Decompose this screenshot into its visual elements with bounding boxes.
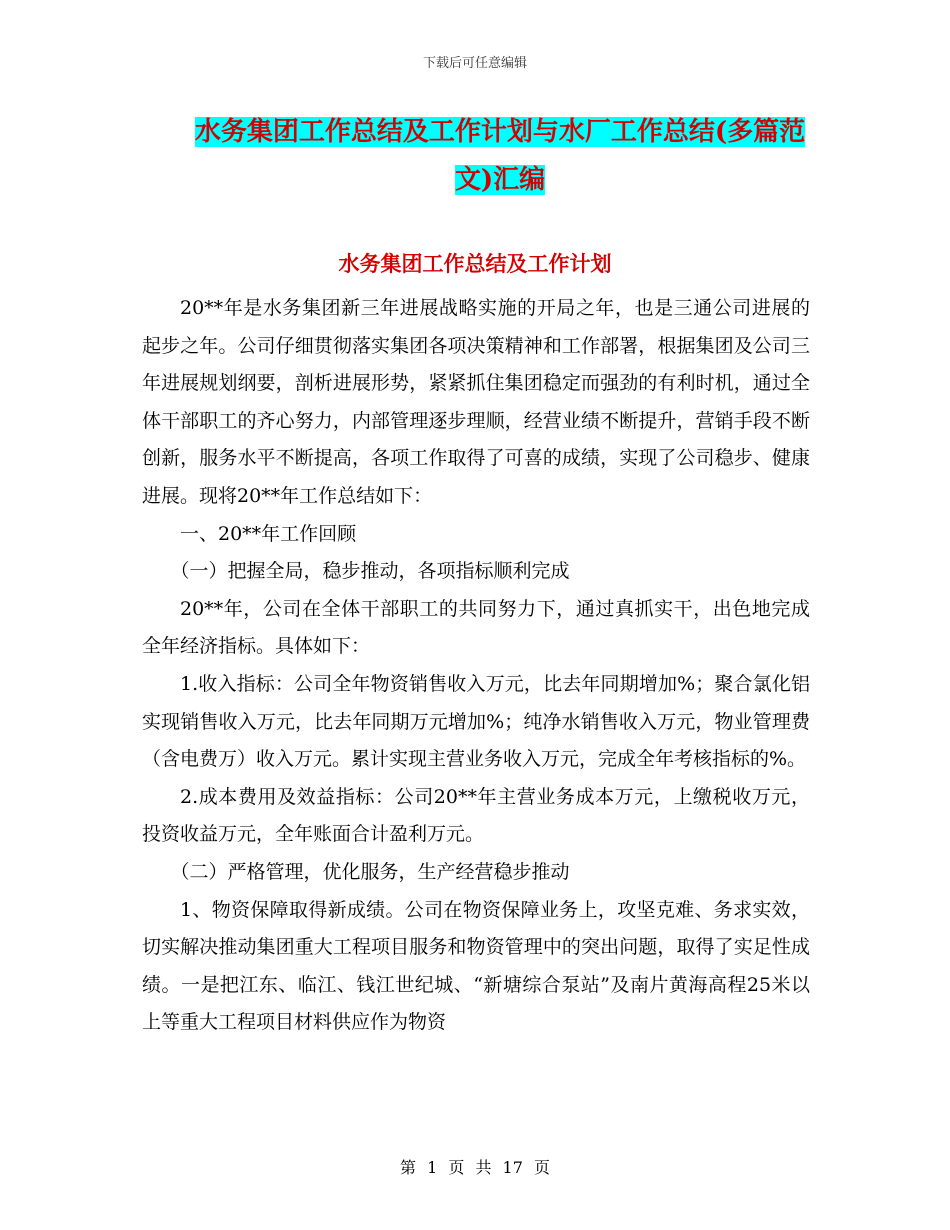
section-title: 水务集团工作总结及工作计划 [338, 251, 612, 276]
paragraph-heading-1: （一）把握全局，稳步推动，各项指标顺利完成 [170, 560, 570, 583]
paragraph-income: 1.收入指标：公司全年物资销售收入万元，比去年同期增加%；聚合氯化铝实现销售收入万元，比去年同期万元增加%；纯净水销售收入万元，物业管理费（含电费万）收入万元。累计实现主营业务收入万元，完成全年考核指标的%。 [142, 672, 810, 771]
document-title [186, 108, 814, 204]
paragraph-cost: 2.成本费用及效益指标：公司20**年主营业务成本万元，上缴税收万元，投资收益万元，全年账面合计盈利万元。 [142, 785, 810, 846]
paragraph-supply: 1、物资保障取得新成绩。公司在物资保障业务上，攻坚克难、务求实效，切实解决推动集团重大工程项目服务和物资管理中的突出问题，取得了实足性成绩。一是把江东、临江、钱江世纪城、“新塘综合泵站”及南片黄海高程25米以上等重大工程项目材料供应作为物资 [142, 898, 810, 1034]
paragraph-intro: 20**年是水务集团新三年进展战略实施的开局之年，也是三通公司进展的起步之年。公司仔细贯彻落实集团各项决策精神和工作部署，根据集团及公司三年进展规划纲要，剖析进展形势，紧紧抓住集团稳定而强劲的有利时机，通过全体干部职工的齐心努力，内部管理逐步理顺，经营业绩不断提升，营销手段不断创新，服务水平不断提高，各项工作取得了可喜的成绩，实现了公司稳步、健康进展。现将20**年工作总结如下： [142, 297, 810, 507]
document-body [142, 290, 810, 1042]
paragraph-summary: 20**年，公司在全体干部职工的共同努力下，通过真抓实干，出色地完成全年经济指标。具体如下： [142, 597, 810, 658]
paragraph-heading-2: （二）严格管理，优化服务，生产经营稳步推动 [170, 860, 570, 883]
document-title-line2: 文)汇编 [454, 165, 546, 195]
document-title-line1: 水务集团工作总结及工作计划与水厂工作总结(多篇范 [194, 117, 806, 147]
page-footer: 第 1 页 共 17 页 [400, 1158, 550, 1177]
header-note: 下载后可任意编辑 [422, 56, 527, 71]
paragraph-heading-review: 一、20**年工作回顾 [180, 522, 357, 545]
